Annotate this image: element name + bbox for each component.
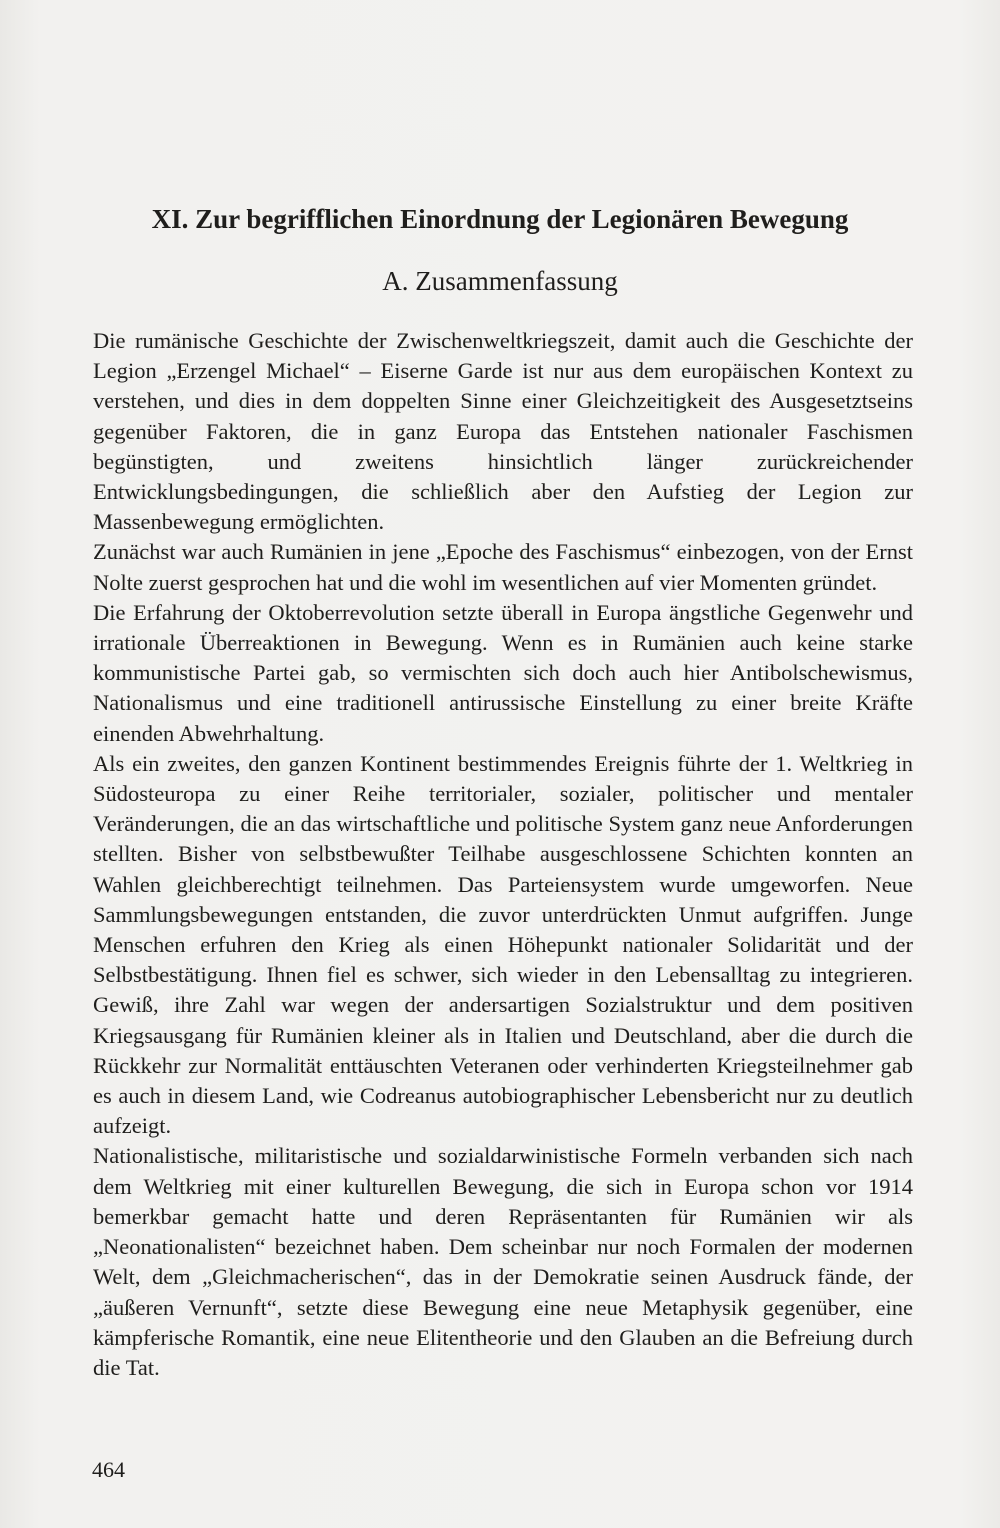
paragraph: Nationalistische, militaristische und sozialdarwinistische Formeln verbanden sich nach dem Weltkrieg mit einer kulturellen Bewegung, die sich in Europa schon vor 1914 bemerkbar gemacht hatte und deren Repräsentanten für Rumänien wir als „Neonationalisten“ bezeichnet haben. Dem scheinbar nur noch Formalen der modernen Welt, dem „Gleichmacherischen“, das in der Demokratie seinen Ausdruck fände, der „äußeren Vernunft“, setzte diese Bewegung eine neue Metaphysik gegenüber, eine kämpferische Romantik, eine neue Elitentheorie und den Glauben an die Befreiung durch die Tat.	[93, 1143, 913, 1380]
paragraph: Zunächst war auch Rumänien in jene „Epoche des Faschismus“ einbezogen, von der Ernst Nolte zuerst gesprochen hat und die wohl im wesentlichen auf vier Momenten gründet.	[93, 539, 913, 595]
section-title: A. Zusammenfassung	[382, 266, 618, 296]
chapter-title: XI. Zur begrifflichen Einordnung der Legionären Bewegung	[151, 204, 849, 234]
paragraph: Die rumänische Geschichte der Zwischenweltkriegszeit, damit auch die Geschichte der Legion „Erzengel Michael“ – Eiserne Garde ist nur aus dem europäischen Kontext zu verstehen, und dies in dem doppelten Sinne einer Gleichzeitigkeit des Ausgesetztseins gegenüber Faktoren, die in ganz Europa das Entstehen nationaler Faschismen begünstigten, und zweitens hinsichtlich länger zurückreichender Entwicklungsbedingungen, die schließlich aber den Aufstieg der Legion zur Massenbewegung ermöglichten.	[93, 328, 913, 535]
page-number: 464	[92, 1457, 125, 1482]
paragraph: Als ein zweites, den ganzen Kontinent bestimmendes Ereignis führte der 1. Weltkrieg in Südosteuropa zu einer Reihe territorialer, sozialer, politischer und mentaler Veränderungen, die an das wirtschaftliche und politische System ganz neue Anforderungen stellten. Bisher von selbstbewußter Teilhabe ausgeschlossene Schichten konnten an Wahlen gleichberechtigt teilnehmen. Das Parteiensystem wurde umgeworfen. Neue Sammlungsbewegungen entstanden, die zuvor unterdrückten Unmut aufgriffen. Junge Menschen erfuhren den Krieg als einen Höhepunkt nationaler Solidarität und der Selbstbestätigung. Ihnen fiel es schwer, sich wieder in den Lebensalltag zu integrieren. Gewiß, ihre Zahl war wegen der andersartigen Sozialstruktur und dem positiven Kriegsausgang für Rumänien kleiner als in Italien und Deutschland, aber die durch die Rückkehr zur Normalität enttäuschten Veteranen oder verhinderten Kriegsteilnehmer gab es auch in diesem Land, wie Codreanus autobiographischer Lebensbericht nur zu deutlich aufzeigt.	[93, 750, 913, 1139]
body-text	[93, 326, 913, 1383]
paragraph: Die Erfahrung der Oktoberrevolution setzte überall in Europa ängstliche Gegenwehr und irrationale Überreaktionen in Bewegung. Wenn es in Rumänien auch keine starke kommunistische Partei gab, so vermischten sich doch auch hier Antibolschewismus, Nationalismus und eine traditionell antirussische Einstellung zu einer breite Kräfte einenden Abwehrhaltung.	[93, 599, 913, 746]
